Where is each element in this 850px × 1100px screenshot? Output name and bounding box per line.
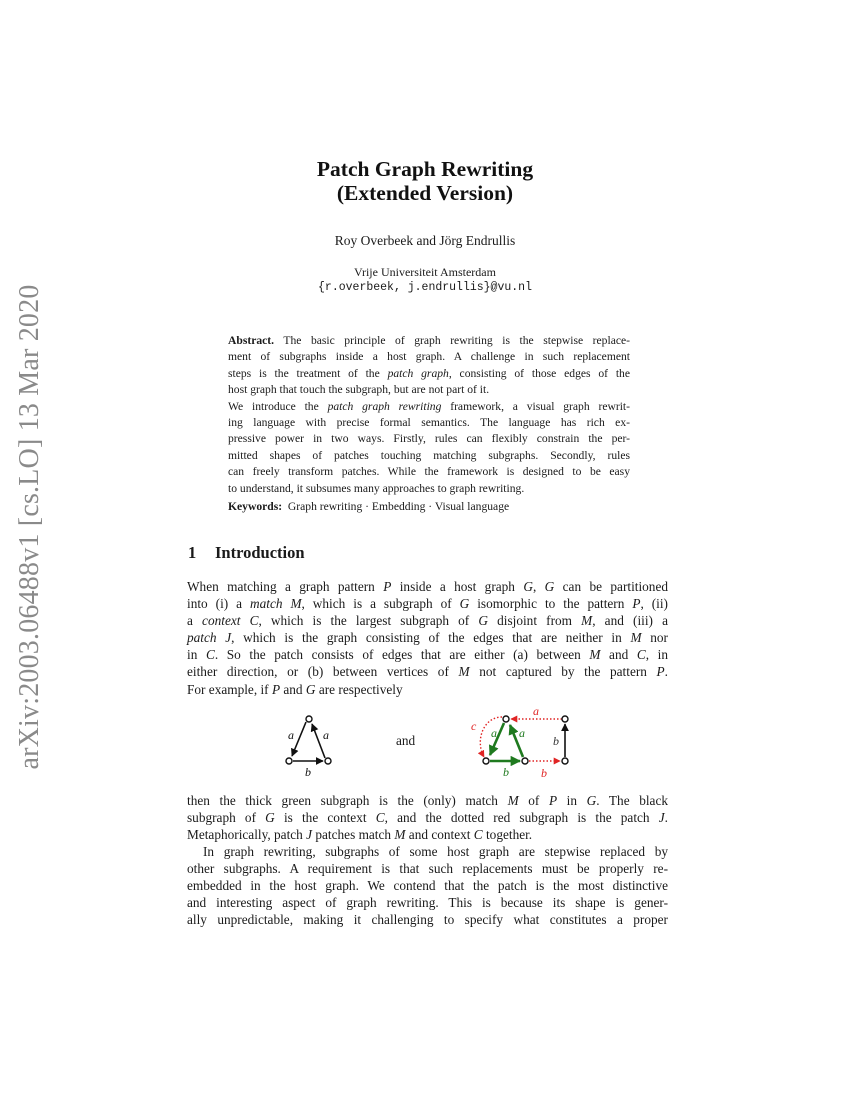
- author-list: Roy Overbeek and Jörg Endrullis: [334, 233, 516, 248]
- term-patch-graph: patch graph: [387, 366, 449, 380]
- svg-text:b: b: [553, 734, 559, 748]
- keywords-list: Graph rewriting · Embedding · Visual language: [287, 500, 510, 513]
- svg-text:a: a: [519, 726, 525, 740]
- keywords: [228, 500, 630, 513]
- paragraph-3: [187, 843, 668, 928]
- text-line: For example, if P and G are respectively: [187, 681, 403, 697]
- host-graph-g: [465, 703, 580, 780]
- svg-text:b: b: [305, 765, 311, 779]
- svg-text:a: a: [288, 728, 294, 742]
- svg-text:a: a: [533, 704, 539, 718]
- section-number: 1: [188, 543, 197, 562]
- abstract-label: Abstract.: [228, 334, 275, 347]
- text-line: either direction, or (b) between vertices of M not captured by the pattern P.: [187, 664, 668, 680]
- institution: Vrije Universiteit Amsterdam: [354, 265, 496, 279]
- text-line: a context C, which is the largest subgraph of G disjoint from M, and (iii) a: [187, 613, 668, 629]
- author-emails: {r.overbeek, j.endrullis}@vu.nl: [318, 281, 532, 294]
- paragraph-2: [187, 792, 668, 843]
- text-line: other subgraphs. A requirement is that such replacements must be properly re-: [187, 861, 668, 877]
- text-line: into (i) a match M, which is a subgraph of G isomorphic to the pattern P, (ii): [187, 596, 668, 612]
- paper-title-line1: Patch Graph Rewriting: [316, 157, 534, 181]
- text-line: ally unpredictable, making it challenging to specify what constitutes a proper: [187, 912, 668, 928]
- svg-text:b: b: [541, 766, 547, 780]
- term-patch-graph-rewriting: patch graph rewriting: [327, 399, 442, 413]
- text-line: then the thick green subgraph is the (only) match M of P in G. The black: [187, 793, 668, 808]
- text-line: and interesting aspect of graph rewriting. This is because its shape is gener-: [187, 895, 668, 911]
- paper-title: [0, 157, 850, 205]
- arxiv-identifier-stamp: [8, 262, 52, 792]
- arxiv-identifier-text: arXiv:2003.06488v1 [cs.LO] 13 Mar 2020: [14, 284, 45, 770]
- svg-text:a: a: [323, 728, 329, 742]
- affiliation-block: [0, 264, 850, 296]
- text-line: subgraph of G is the context C, and the dotted red subgraph is the patch J.: [187, 810, 668, 826]
- text-line: embedded in the host graph. We contend that the patch is the most distinctive: [187, 878, 668, 894]
- text-line: in C. So the patch consists of edges that are either (a) between M and C, in: [187, 647, 668, 663]
- paragraph-1: [187, 578, 668, 698]
- pattern-graph-p: [275, 708, 345, 780]
- svg-text:c: c: [471, 719, 477, 733]
- svg-text:b: b: [503, 765, 509, 779]
- keywords-label: Keywords:: [228, 500, 283, 513]
- svg-text:a: a: [491, 726, 497, 740]
- section-title: Introduction: [215, 543, 305, 562]
- figure-connector-and: and: [396, 733, 416, 748]
- text-line: When matching a graph pattern P inside a host graph G, G can be partitioned: [187, 579, 669, 594]
- text-line: In graph rewriting, subgraphs of some host graph are stepwise replaced by: [203, 844, 668, 859]
- section-heading: [188, 543, 305, 563]
- paper-title-line2: (Extended Version): [336, 181, 514, 205]
- text-line: patch J, which is the graph consisting of the edges that are neither in M nor: [187, 630, 668, 646]
- abstract: Abstract. The basic principle of graph rewriting is the stepwise replace- ment of subgraphs inside a host graph. A challenge in such replacement steps is the treatment of the patch graph, consisting of those edges of the host graph that touch the subgraph, but are not part of it. We introduce the patch graph rewriting framework, a visual graph rewrit- ing language with precise formal semantics. The language has rich ex- pressive power in two ways. Firstly, rules can flexibly constrain the per- mitted shapes of patches touching matching subgraphs. Secondly, rules can freely transform patches. While the framework is designed to be easy to understand, it subsumes many approaches to graph rewriting.: [228, 334, 631, 495]
- text-line: Metaphorically, patch J patches match M and context C together.: [187, 827, 533, 843]
